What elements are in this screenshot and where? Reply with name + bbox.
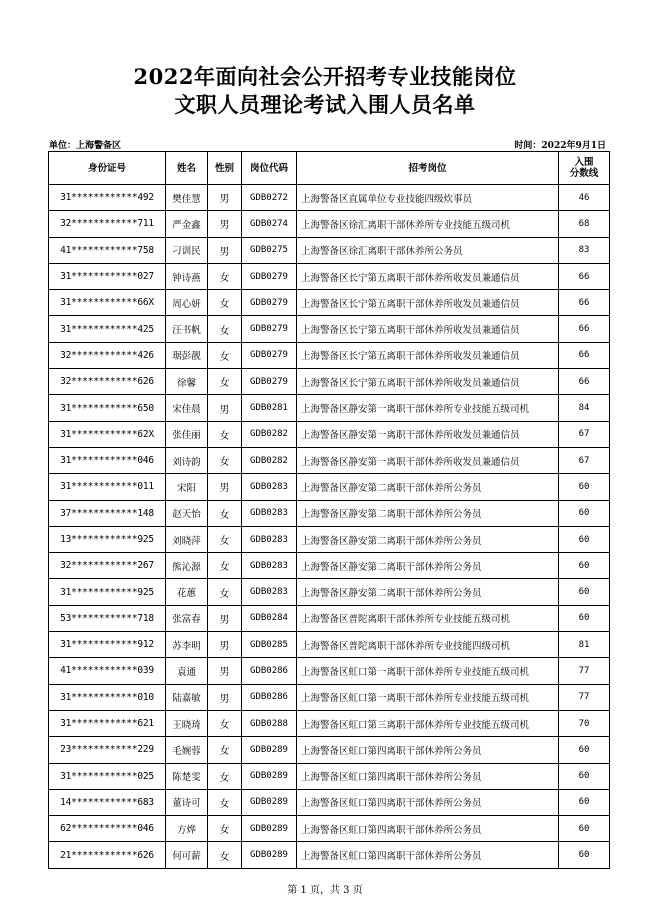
post-cell: 上海警备区徐汇离职干部休养所专业技能五级司机 bbox=[297, 211, 559, 237]
name-cell: 张富春 bbox=[166, 605, 208, 631]
table-header-row bbox=[49, 152, 610, 185]
name-cell: 熊沁源 bbox=[166, 553, 208, 579]
gender-cell: 女 bbox=[208, 316, 242, 342]
id-number-cell: 31************925 bbox=[49, 579, 166, 605]
name-cell: 张佳丽 bbox=[166, 421, 208, 447]
table-row bbox=[49, 816, 610, 842]
name-cell: 宋阳 bbox=[166, 474, 208, 500]
candidate-table bbox=[48, 151, 610, 869]
id-number-cell: 41************039 bbox=[49, 658, 166, 684]
post-code-cell: GDB0282 bbox=[242, 447, 297, 473]
score-cell: 66 bbox=[559, 263, 610, 289]
score-cell: 84 bbox=[559, 395, 610, 421]
post-cell: 上海警备区静安第一离职干部休养所收发员兼通信员 bbox=[297, 447, 559, 473]
id-number-cell: 32************426 bbox=[49, 342, 166, 368]
post-cell: 上海警备区虹口第一离职干部休养所专业技能五级司机 bbox=[297, 684, 559, 710]
id-number-cell: 31************912 bbox=[49, 632, 166, 658]
table-row bbox=[49, 579, 610, 605]
table-row bbox=[49, 526, 610, 552]
score-cell: 60 bbox=[559, 526, 610, 552]
post-cell: 上海警备区静安第二离职干部休养所公务员 bbox=[297, 526, 559, 552]
post-cell: 上海警备区虹口第四离职干部休养所公务员 bbox=[297, 816, 559, 842]
post-code-cell: GDB0279 bbox=[242, 342, 297, 368]
id-number-cell: 31************66X bbox=[49, 290, 166, 316]
page-footer: 第 1 页，共 3 页 bbox=[287, 885, 363, 896]
id-number-cell: 31************62X bbox=[49, 421, 166, 447]
post-code-cell: GDB0281 bbox=[242, 395, 297, 421]
name-cell: 花蕙 bbox=[166, 579, 208, 605]
name-cell: 董诗可 bbox=[166, 789, 208, 815]
post-code-cell: GDB0283 bbox=[242, 553, 297, 579]
post-code-cell: GDB0286 bbox=[242, 658, 297, 684]
post-code-cell: GDB0283 bbox=[242, 474, 297, 500]
post-code-cell: GDB0288 bbox=[242, 710, 297, 736]
id-number-cell: 32************711 bbox=[49, 211, 166, 237]
post-code-cell: GDB0289 bbox=[242, 737, 297, 763]
name-cell: 袁通 bbox=[166, 658, 208, 684]
post-code-cell: GDB0284 bbox=[242, 605, 297, 631]
name-cell: 陈楚雯 bbox=[166, 763, 208, 789]
post-cell: 上海警备区虹口第四离职干部休养所公务员 bbox=[297, 763, 559, 789]
id-number-cell: 53************718 bbox=[49, 605, 166, 631]
gender-cell: 男 bbox=[208, 605, 242, 631]
score-cell: 46 bbox=[559, 185, 610, 211]
post-code-cell: GDB0279 bbox=[242, 290, 297, 316]
table-row bbox=[49, 369, 610, 395]
id-number-cell: 62************046 bbox=[49, 816, 166, 842]
name-cell: 王晓琦 bbox=[166, 710, 208, 736]
name-cell: 陆嘉敏 bbox=[166, 684, 208, 710]
gender-cell: 女 bbox=[208, 553, 242, 579]
name-cell: 毛婉蓉 bbox=[166, 737, 208, 763]
gender-cell: 男 bbox=[208, 185, 242, 211]
gender-cell: 男 bbox=[208, 632, 242, 658]
id-number-cell: 32************626 bbox=[49, 369, 166, 395]
score-cell: 60 bbox=[559, 842, 610, 868]
post-cell: 上海警备区虹口第四离职干部休养所公务员 bbox=[297, 789, 559, 815]
table-row bbox=[49, 316, 610, 342]
table-row bbox=[49, 211, 610, 237]
header-gender: 性别 bbox=[208, 152, 242, 185]
post-cell: 上海警备区徐汇离职干部休养所公务员 bbox=[297, 237, 559, 263]
post-cell: 上海警备区静安第二离职干部休养所公务员 bbox=[297, 553, 559, 579]
score-cell: 83 bbox=[559, 237, 610, 263]
gender-cell: 女 bbox=[208, 737, 242, 763]
post-code-cell: GDB0289 bbox=[242, 789, 297, 815]
gender-cell: 男 bbox=[208, 658, 242, 684]
score-cell: 60 bbox=[559, 553, 610, 579]
name-cell: 钟诗燕 bbox=[166, 263, 208, 289]
score-cell: 77 bbox=[559, 658, 610, 684]
score-cell: 60 bbox=[559, 789, 610, 815]
post-cell: 上海警备区长宁第五离职干部休养所收发员兼通信员 bbox=[297, 263, 559, 289]
table-row bbox=[49, 684, 610, 710]
score-cell: 60 bbox=[559, 737, 610, 763]
name-cell: 苏李明 bbox=[166, 632, 208, 658]
gender-cell: 女 bbox=[208, 290, 242, 316]
post-cell: 上海警备区静安第二离职干部休养所公务员 bbox=[297, 579, 559, 605]
score-cell: 81 bbox=[559, 632, 610, 658]
table-row bbox=[49, 842, 610, 868]
id-number-cell: 31************425 bbox=[49, 316, 166, 342]
post-code-cell: GDB0279 bbox=[242, 316, 297, 342]
table-row bbox=[49, 263, 610, 289]
post-code-cell: GDB0282 bbox=[242, 421, 297, 447]
gender-cell: 女 bbox=[208, 500, 242, 526]
table-row bbox=[49, 237, 610, 263]
table-row bbox=[49, 632, 610, 658]
name-cell: 汪书帆 bbox=[166, 316, 208, 342]
table-row bbox=[49, 605, 610, 631]
name-cell: 方烨 bbox=[166, 816, 208, 842]
name-cell: 刁训民 bbox=[166, 237, 208, 263]
post-cell: 上海警备区虹口第一离职干部休养所专业技能五级司机 bbox=[297, 658, 559, 684]
document-title-line-1: 2022年面向社会公开招考专业技能岗位 bbox=[133, 64, 517, 89]
post-code-cell: GDB0283 bbox=[242, 526, 297, 552]
id-number-cell: 41************758 bbox=[49, 237, 166, 263]
score-cell: 77 bbox=[559, 684, 610, 710]
gender-cell: 女 bbox=[208, 710, 242, 736]
post-cell: 上海警备区虹口第四离职干部休养所公务员 bbox=[297, 842, 559, 868]
name-cell: 刘诗韵 bbox=[166, 447, 208, 473]
id-number-cell: 31************011 bbox=[49, 474, 166, 500]
header-score-line-1: 入围 bbox=[574, 157, 594, 168]
gender-cell: 女 bbox=[208, 763, 242, 789]
gender-cell: 女 bbox=[208, 842, 242, 868]
post-cell: 上海警备区虹口第三离职干部休养所专业技能五级司机 bbox=[297, 710, 559, 736]
id-number-cell: 23************229 bbox=[49, 737, 166, 763]
post-cell: 上海警备区长宁第五离职干部休养所收发员兼通信员 bbox=[297, 342, 559, 368]
name-cell: 琚彭靓 bbox=[166, 342, 208, 368]
gender-cell: 女 bbox=[208, 263, 242, 289]
post-cell: 上海警备区静安第一离职干部休养所专业技能五级司机 bbox=[297, 395, 559, 421]
post-cell: 上海警备区普陀离职干部休养所专业技能五级司机 bbox=[297, 605, 559, 631]
gender-cell: 男 bbox=[208, 237, 242, 263]
post-code-cell: GDB0283 bbox=[242, 500, 297, 526]
unit-label: 单位：上海警备区 bbox=[49, 141, 122, 151]
table-row bbox=[49, 500, 610, 526]
score-cell: 70 bbox=[559, 710, 610, 736]
post-cell: 上海警备区静安第二离职干部休养所公务员 bbox=[297, 500, 559, 526]
id-number-cell: 31************025 bbox=[49, 763, 166, 789]
post-code-cell: GDB0286 bbox=[242, 684, 297, 710]
gender-cell: 男 bbox=[208, 395, 242, 421]
score-cell: 66 bbox=[559, 369, 610, 395]
document-title-line-2: 文职人员理论考试入围人员名单 bbox=[174, 92, 476, 117]
header-score bbox=[559, 152, 610, 185]
gender-cell: 女 bbox=[208, 816, 242, 842]
id-number-cell: 13************925 bbox=[49, 526, 166, 552]
table-row bbox=[49, 710, 610, 736]
post-code-cell: GDB0279 bbox=[242, 263, 297, 289]
name-cell: 宋佳晨 bbox=[166, 395, 208, 421]
post-code-cell: GDB0275 bbox=[242, 237, 297, 263]
post-code-cell: GDB0289 bbox=[242, 816, 297, 842]
table-row bbox=[49, 474, 610, 500]
id-number-cell: 31************046 bbox=[49, 447, 166, 473]
post-code-cell: GDB0274 bbox=[242, 211, 297, 237]
post-code-cell: GDB0289 bbox=[242, 763, 297, 789]
id-number-cell: 31************492 bbox=[49, 185, 166, 211]
header-post: 招考岗位 bbox=[297, 152, 559, 185]
post-cell: 上海警备区静安第一离职干部休养所收发员兼通信员 bbox=[297, 421, 559, 447]
name-cell: 周心妍 bbox=[166, 290, 208, 316]
post-code-cell: GDB0272 bbox=[242, 185, 297, 211]
score-cell: 60 bbox=[559, 605, 610, 631]
name-cell: 何可薪 bbox=[166, 842, 208, 868]
id-number-cell: 31************621 bbox=[49, 710, 166, 736]
id-number-cell: 21************626 bbox=[49, 842, 166, 868]
score-cell: 60 bbox=[559, 579, 610, 605]
gender-cell: 女 bbox=[208, 447, 242, 473]
table-row bbox=[49, 447, 610, 473]
id-number-cell: 32************267 bbox=[49, 553, 166, 579]
score-cell: 67 bbox=[559, 447, 610, 473]
post-cell: 上海警备区长宁第五离职干部休养所收发员兼通信员 bbox=[297, 369, 559, 395]
post-cell: 上海警备区长宁第五离职干部休养所收发员兼通信员 bbox=[297, 316, 559, 342]
score-cell: 66 bbox=[559, 342, 610, 368]
post-code-cell: GDB0279 bbox=[242, 369, 297, 395]
score-cell: 60 bbox=[559, 816, 610, 842]
table-row bbox=[49, 737, 610, 763]
header-score-line-2: 分数线 bbox=[569, 168, 599, 179]
post-cell: 上海警备区直属单位专业技能四级炊事员 bbox=[297, 185, 559, 211]
gender-cell: 男 bbox=[208, 211, 242, 237]
score-cell: 68 bbox=[559, 211, 610, 237]
table-row bbox=[49, 421, 610, 447]
header-name: 姓名 bbox=[166, 152, 208, 185]
score-cell: 60 bbox=[559, 500, 610, 526]
gender-cell: 女 bbox=[208, 789, 242, 815]
post-code-cell: GDB0289 bbox=[242, 842, 297, 868]
id-number-cell: 31************010 bbox=[49, 684, 166, 710]
gender-cell: 女 bbox=[208, 526, 242, 552]
post-cell: 上海警备区普陀离职干部休养所专业技能四级司机 bbox=[297, 632, 559, 658]
header-post-code: 岗位代码 bbox=[242, 152, 297, 185]
id-number-cell: 37************148 bbox=[49, 500, 166, 526]
name-cell: 樊佳慧 bbox=[166, 185, 208, 211]
post-cell: 上海警备区长宁第五离职干部休养所收发员兼通信员 bbox=[297, 290, 559, 316]
name-cell: 刘晓萍 bbox=[166, 526, 208, 552]
id-number-cell: 31************027 bbox=[49, 263, 166, 289]
score-cell: 60 bbox=[559, 763, 610, 789]
gender-cell: 女 bbox=[208, 369, 242, 395]
score-cell: 60 bbox=[559, 474, 610, 500]
gender-cell: 男 bbox=[208, 474, 242, 500]
post-code-cell: GDB0283 bbox=[242, 579, 297, 605]
gender-cell: 男 bbox=[208, 684, 242, 710]
post-code-cell: GDB0285 bbox=[242, 632, 297, 658]
gender-cell: 女 bbox=[208, 342, 242, 368]
post-cell: 上海警备区虹口第四离职干部休养所公务员 bbox=[297, 737, 559, 763]
score-cell: 66 bbox=[559, 316, 610, 342]
id-number-cell: 31************650 bbox=[49, 395, 166, 421]
gender-cell: 女 bbox=[208, 579, 242, 605]
table-body bbox=[49, 185, 610, 869]
table-row bbox=[49, 789, 610, 815]
post-cell: 上海警备区静安第二离职干部休养所公务员 bbox=[297, 474, 559, 500]
table-row bbox=[49, 342, 610, 368]
header-id-number: 身份证号 bbox=[49, 152, 166, 185]
id-number-cell: 14************683 bbox=[49, 789, 166, 815]
table-row bbox=[49, 395, 610, 421]
name-cell: 徐馨 bbox=[166, 369, 208, 395]
table-row bbox=[49, 185, 610, 211]
gender-cell: 女 bbox=[208, 421, 242, 447]
table-row bbox=[49, 553, 610, 579]
score-cell: 67 bbox=[559, 421, 610, 447]
table-row bbox=[49, 763, 610, 789]
score-cell: 66 bbox=[559, 290, 610, 316]
table-row bbox=[49, 658, 610, 684]
table-row bbox=[49, 290, 610, 316]
name-cell: 严金鑫 bbox=[166, 211, 208, 237]
date-label: 时间：2022年9月1日 bbox=[514, 141, 606, 151]
name-cell: 赵天怡 bbox=[166, 500, 208, 526]
